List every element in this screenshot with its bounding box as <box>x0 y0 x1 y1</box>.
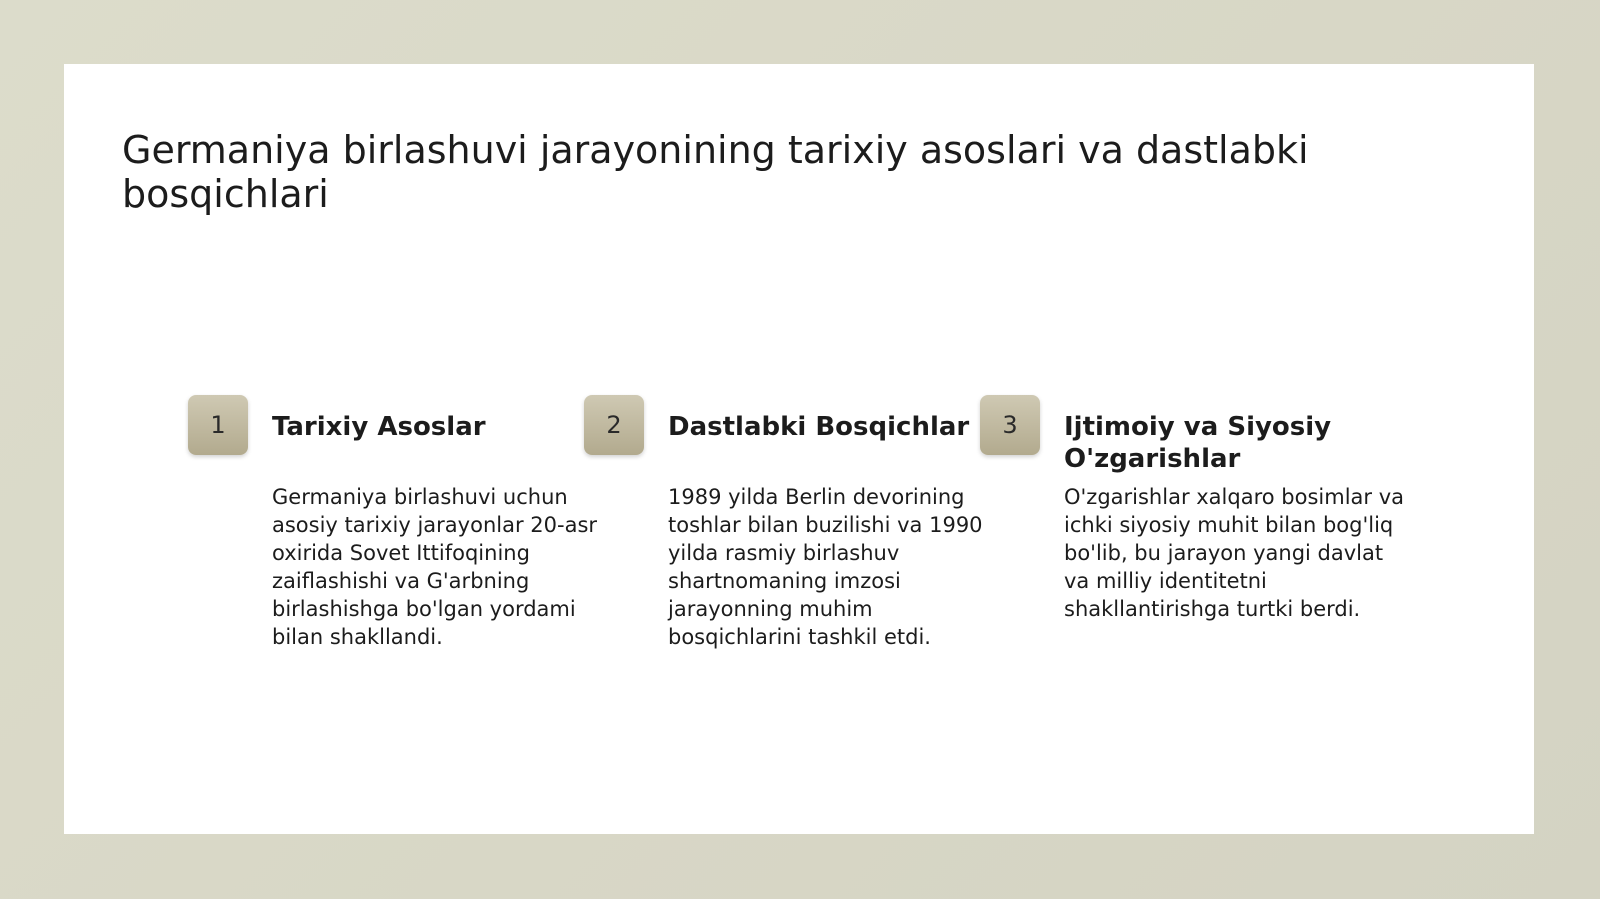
step-title: Dastlabki Bosqichlar <box>668 412 970 442</box>
slide-title: Germaniya birlashuvi jarayonining tarixiy asoslari va dastlabki bosqichlari <box>122 128 1309 216</box>
step-number-badge: 2 <box>584 395 644 455</box>
step-number-badge: 1 <box>188 395 248 455</box>
step-title: Tarixiy Asoslar <box>272 412 486 442</box>
step-title: Ijtimoiy va Siyosiy O'zgarishlar <box>1064 412 1332 474</box>
slide <box>64 64 1534 834</box>
step-description: Germaniya birlashuvi uchun asosiy tarixiy jarayonlar 20-asr oxirida Sovet Ittifoqining zaiflashishi va G'arbning birlashishga bo'lgan yordami bilan shakllandi. <box>272 485 598 649</box>
step-description: O'zgarishlar xalqaro bosimlar va ichki siyosiy muhit bilan bog'liq bo'lib, bu jarayon yangi davlat va milliy identitetni shakllantirishga turtki berdi. <box>1064 485 1404 621</box>
step-description: 1989 yilda Berlin devorining toshlar bilan buzilishi va 1990 yilda rasmiy birlashuv shartnomaning imzosi jarayonning muhim bosqichlarini tashkil etdi. <box>668 485 983 649</box>
step-number-badge: 3 <box>980 395 1040 455</box>
